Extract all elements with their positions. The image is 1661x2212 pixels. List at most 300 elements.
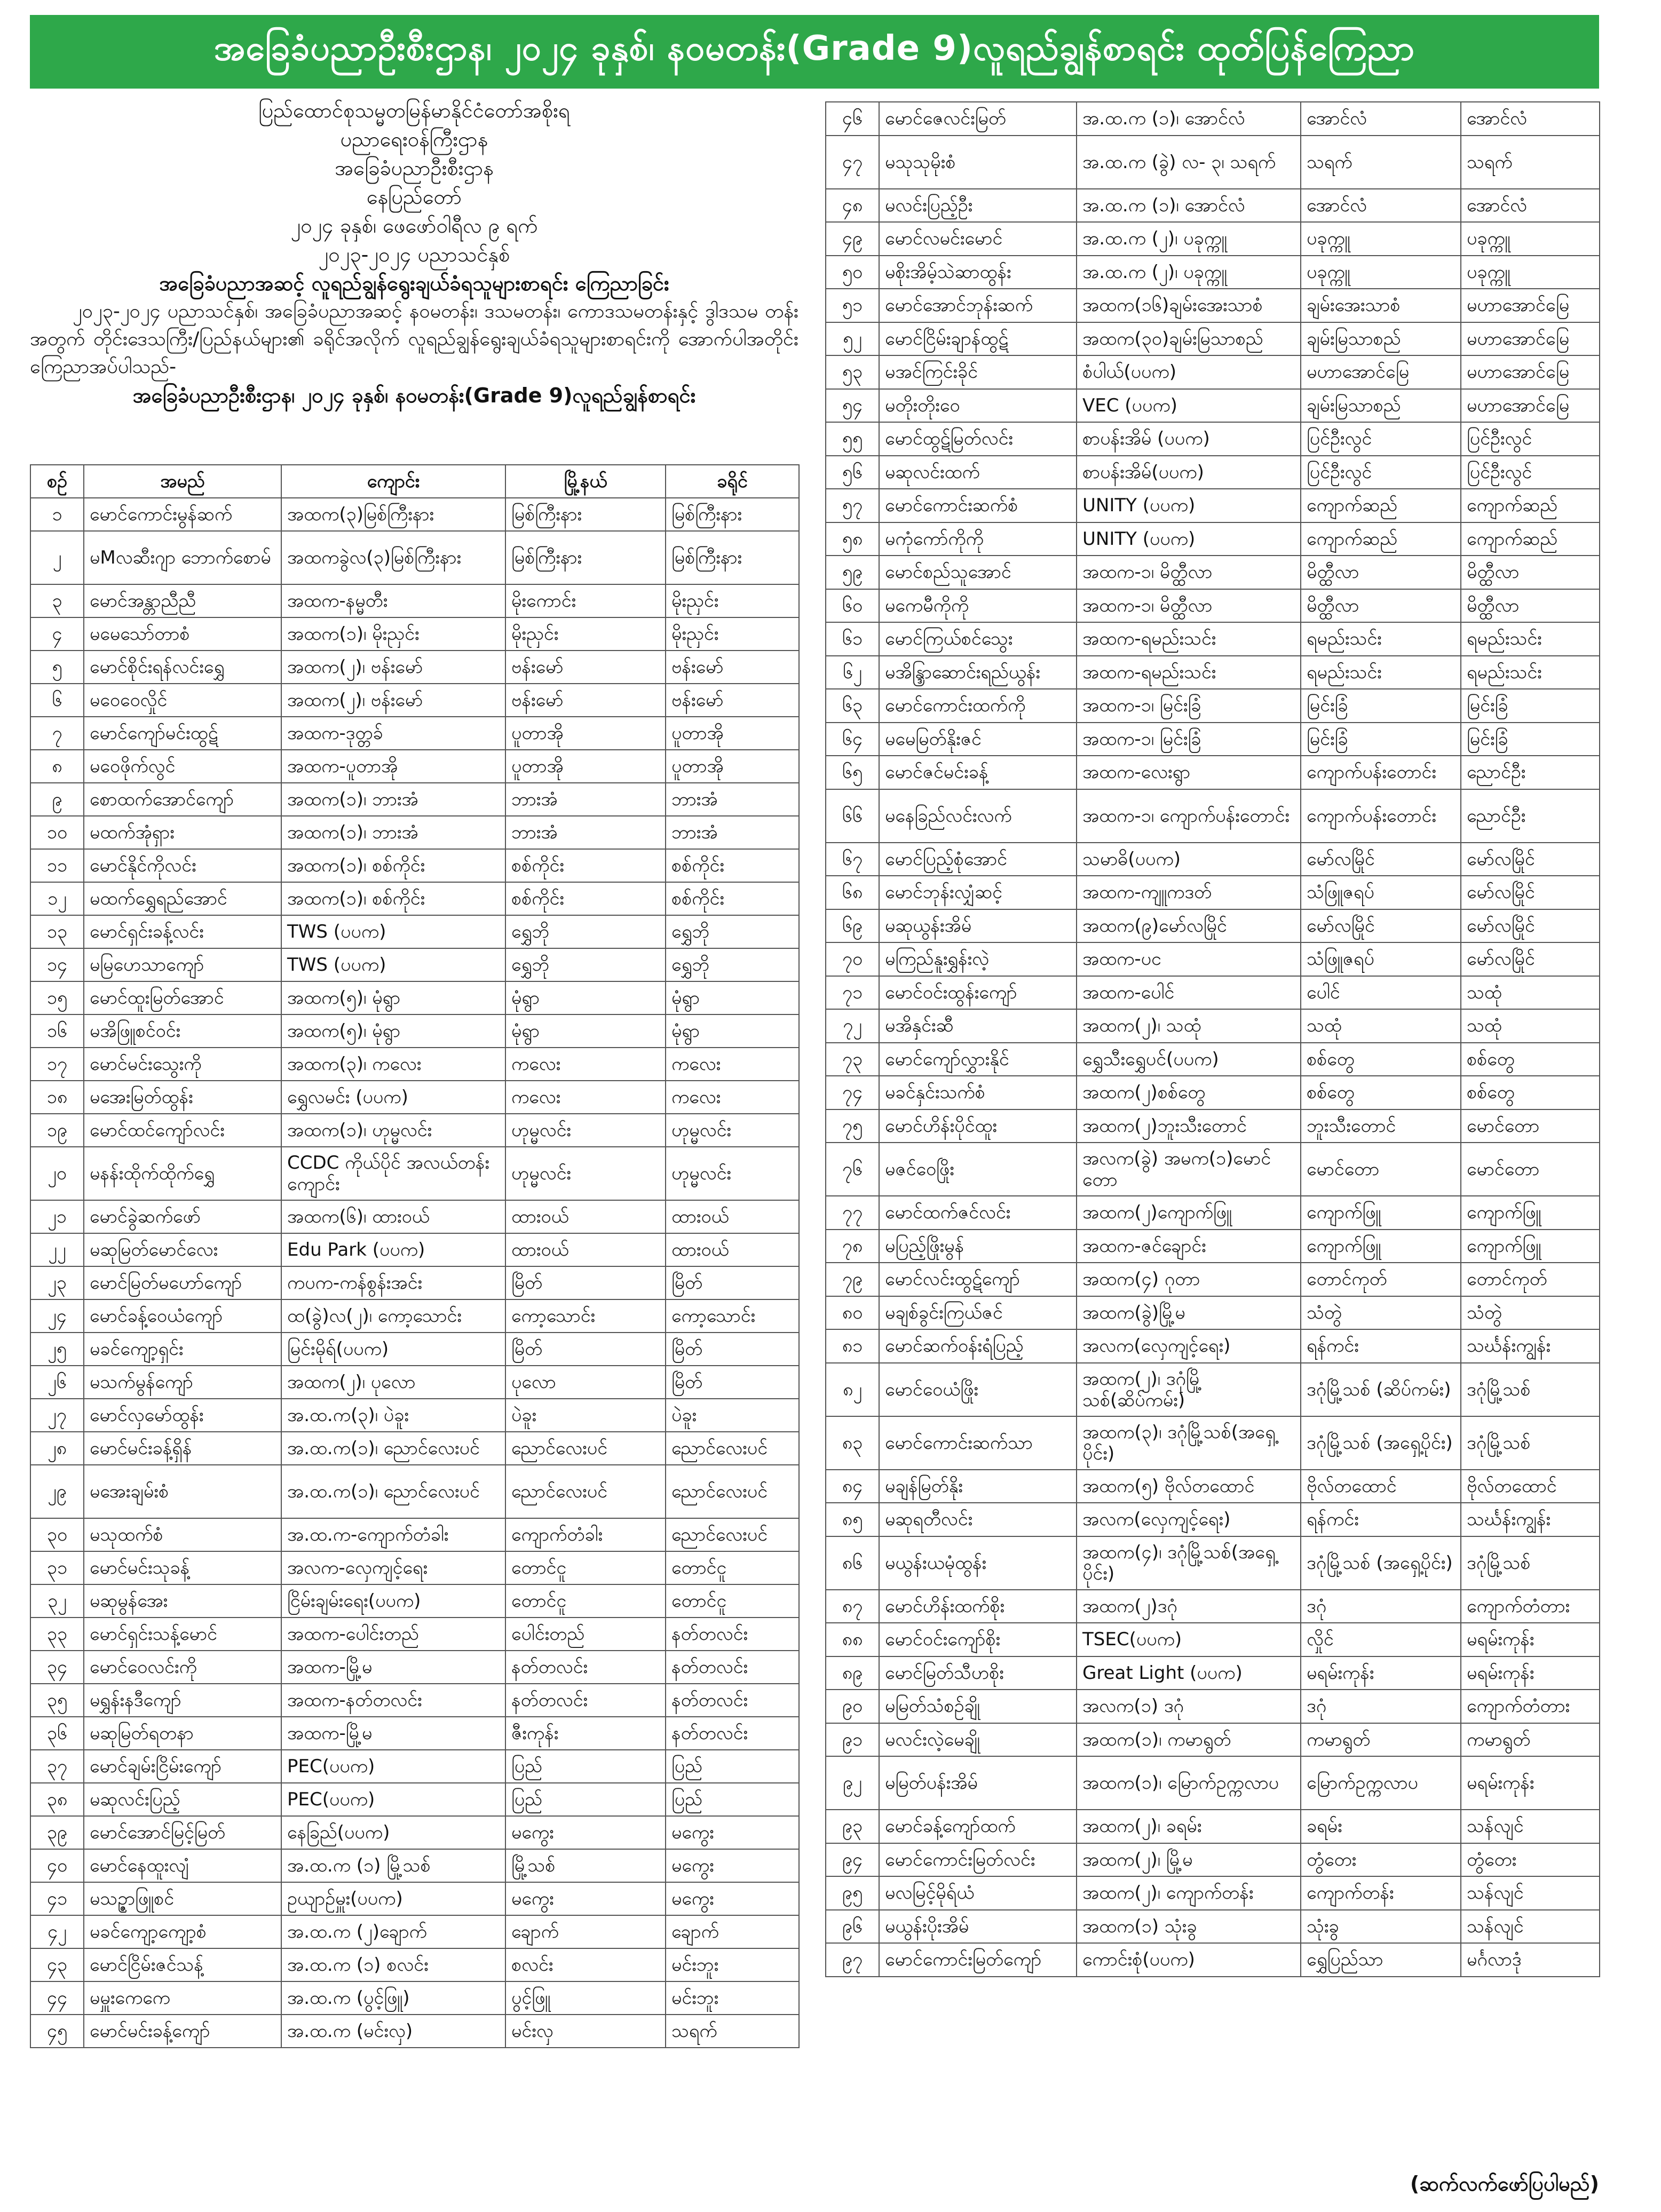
row-no: ၂၄: [30, 1299, 84, 1333]
school-name: အထက(၂)ကျောက်ဖြူ: [1077, 1196, 1301, 1230]
table-row: [30, 1266, 799, 1299]
township: ဇီးကုန်း: [505, 1717, 666, 1750]
row-no: ၈၄: [826, 1470, 879, 1503]
township: ခရမ်း: [1301, 1810, 1461, 1843]
school-name: စာပန်းအိမ် (ပပက): [1077, 422, 1301, 456]
row-no: ၈၁: [826, 1329, 879, 1363]
township: ဗန်းမော်: [505, 684, 666, 717]
township: ပဲခူး: [505, 1399, 666, 1432]
table-row: [30, 498, 799, 531]
district: မိုးညှင်း: [666, 584, 799, 617]
township: ရန်ကင်း: [1301, 1503, 1461, 1536]
student-name: မအေးချမ်းစံ: [84, 1465, 281, 1518]
township: တောင်ငူ: [505, 1551, 666, 1584]
district: မဟာအောင်မြေ: [1461, 289, 1600, 322]
school-name: ရွှေလမင်း (ပပက): [281, 1081, 505, 1114]
table-row: [30, 1882, 799, 1915]
table-row: [826, 1943, 1600, 1977]
student-name: မောင်နိုင်ကိုလင်း: [84, 849, 281, 882]
table-row: [826, 136, 1600, 189]
district: မောင်တော: [1461, 1143, 1600, 1196]
academic-year-line: ၂၀၂၃-၂၀၂၄ ပညာသင်နှစ်: [318, 243, 510, 266]
district: ကျောက်ဖြူ: [1461, 1196, 1600, 1230]
row-no: ၁၄: [30, 948, 84, 981]
table-row: [30, 684, 799, 717]
row-no: ၃၃: [30, 1618, 84, 1651]
row-no: ၄၉: [826, 222, 879, 256]
district: မိတ္ထီလာ: [1461, 556, 1600, 589]
district: မြိတ်: [666, 1333, 799, 1366]
table-row: [826, 1143, 1600, 1196]
school-name: အထက(၂)၊ သထုံ: [1077, 1009, 1301, 1043]
student-name: မဆုရတီလင်း: [879, 1503, 1077, 1536]
student-name: မောင်ခန့်ဝေယံကျော်: [84, 1299, 281, 1333]
school-name: အထက(၄)၊ ဒဂုံမြို့သစ်(အရှေ့ပိုင်း): [1077, 1536, 1301, 1590]
school-name: အထက(၁)၊ မိုးညှင်း: [281, 617, 505, 651]
table-row: [30, 1618, 799, 1651]
school-name: အထက-၁၊ မိတ္ထီလာ: [1077, 556, 1301, 589]
township: ပေါင်: [1301, 976, 1461, 1010]
row-no: ၃၉: [30, 1816, 84, 1849]
school-name: မြင်းမိုရ်(ပပက): [281, 1333, 505, 1366]
student-name: မရွှန်းနဒီကျော်: [84, 1684, 281, 1717]
township: အောင်လံ: [1301, 102, 1461, 136]
student-name: မမြတ်သံစဉ်ချို: [879, 1690, 1077, 1723]
student-name: မောင်စိုင်းရန်လင်းရွှေ: [84, 651, 281, 684]
row-no: ၂၀: [30, 1147, 84, 1200]
district: ပခုက္ကူ: [1461, 256, 1600, 289]
township: မြောက်ဥက္ကလာပ: [1301, 1756, 1461, 1810]
table-row: [826, 1230, 1600, 1263]
table-row: [30, 1399, 799, 1432]
table-row: [826, 789, 1600, 843]
row-no: ၁၆: [30, 1014, 84, 1048]
school-name: နေခြည်(ပပက): [281, 1816, 505, 1849]
table-row: [30, 1465, 799, 1518]
district: ဟုမ္မလင်း: [666, 1114, 799, 1147]
row-no: ၈၀: [826, 1296, 879, 1330]
header-school: ကျောင်း: [281, 465, 505, 498]
table-row: [826, 689, 1600, 723]
school-name: ငြိမ်းချမ်းရေး(ပပက): [281, 1584, 505, 1618]
school-name: အထက(၂)၊ ဗန်းမော်: [281, 684, 505, 717]
row-no: ၁၅: [30, 981, 84, 1014]
table-row: [826, 1329, 1600, 1363]
school-name: အ.ထ.က-ကျောက်တံခါး: [281, 1518, 505, 1551]
township: ပွင့်ဖြူ: [505, 1981, 666, 2015]
table-row: [826, 1470, 1600, 1503]
district: နတ်တလင်း: [666, 1684, 799, 1717]
township: မြိတ်: [505, 1266, 666, 1299]
student-name: မောင်မင်းခန့်ကျော်: [84, 2015, 281, 2048]
school-name: အထက(၂)၊ ဒဂုံမြို့သစ်(ဆိပ်ကမ်း): [1077, 1363, 1301, 1416]
student-name: မောင်ဝင်းထွန်းကျော်: [879, 976, 1077, 1010]
district: ပခုက္ကူ: [1461, 222, 1600, 256]
student-name: မောင်လှမော်ထွန်း: [84, 1399, 281, 1432]
table-row: [30, 1651, 799, 1684]
student-name: မဆုမွန်အေး: [84, 1584, 281, 1618]
row-no: ၈၈: [826, 1623, 879, 1656]
row-no: ၈၂: [826, 1363, 879, 1416]
school-name: အ.ထ.က (၂)၊ ပခုက္ကူ: [1077, 256, 1301, 289]
student-name: မကုံကော်ကိုကို: [879, 522, 1077, 556]
header-district: ခရိုင်: [666, 465, 799, 498]
table-row: [826, 522, 1600, 556]
row-no: ၅: [30, 651, 84, 684]
district: ပြည်: [666, 1783, 799, 1816]
row-no: ၈၇: [826, 1590, 879, 1623]
township: မြင်းခြံ: [1301, 723, 1461, 756]
township: စစ်တွေ: [1301, 1076, 1461, 1109]
school-name: အထက(၁)၊ မြောက်ဥက္ကလာပ: [1077, 1756, 1301, 1810]
district: ဗန်းမော်: [666, 684, 799, 717]
township: ပြင်ဦးလွင်: [1301, 422, 1461, 456]
school-name: ထ(ခွဲ)လ(၂)၊ ကော့သောင်း: [281, 1299, 505, 1333]
district: မြိတ်: [666, 1266, 799, 1299]
table-row: [826, 256, 1600, 289]
table-row: [826, 1296, 1600, 1330]
table-row: [30, 584, 799, 617]
school-name: အ.ထ.က (၁)၊ အောင်လံ: [1077, 189, 1301, 223]
township: ဗန်းမော်: [505, 651, 666, 684]
township: မဟာအောင်မြေ: [1301, 355, 1461, 389]
student-name: မချစ်ခွင်းကြယ်ဇင်: [879, 1296, 1077, 1330]
row-no: ၆၆: [826, 789, 879, 843]
township: တောင်ကုတ်: [1301, 1263, 1461, 1296]
school-name: အလက(လှေကျင့်ရေး): [1077, 1329, 1301, 1363]
table-row: [30, 1333, 799, 1366]
township: ကျောက်တန်း: [1301, 1876, 1461, 1910]
school-name: အထက-၁၊ မြင်းခြံ: [1077, 689, 1301, 723]
table-row: [826, 289, 1600, 322]
student-name: မMလဆီးဂျာ ဘောက်စောမ်: [84, 531, 281, 584]
district: သန်လျင်: [1461, 1810, 1600, 1843]
township: ရွှေဘို: [505, 948, 666, 981]
student-name: မမြဟေသာကျော်: [84, 948, 281, 981]
district: ပူတာအို: [666, 750, 799, 783]
district: သရက်: [1461, 136, 1600, 189]
township: အောင်လံ: [1301, 189, 1461, 223]
table-row: [826, 876, 1600, 909]
district: မင်းဘူး: [666, 1948, 799, 1981]
township: ပြင်ဦးလွင်: [1301, 456, 1461, 489]
school-name: အထက-ရမည်းသင်း: [1077, 656, 1301, 689]
school-name: ကပက-ကန်စွန်းအင်း: [281, 1266, 505, 1299]
table-row: [826, 1843, 1600, 1877]
district: မုံရွာ: [666, 981, 799, 1014]
table-row: [30, 783, 799, 816]
school-name: အ.ထ.က (၂)၊ ပခုက္ကူ: [1077, 222, 1301, 256]
township: ရန်ကင်း: [1301, 1329, 1461, 1363]
row-no: ၉၂: [826, 1756, 879, 1810]
school-name: အထက(၂)ဒဂုံ: [1077, 1590, 1301, 1623]
table-row: [826, 1756, 1600, 1810]
district: ဒဂုံမြို့သစ်: [1461, 1536, 1600, 1590]
student-name: မောင်မြတ်သီဟစိုး: [879, 1656, 1077, 1690]
township: သုံးခွ: [1301, 1910, 1461, 1944]
row-no: ၁၇: [30, 1048, 84, 1081]
student-name: မောင်လမင်းမောင်: [879, 222, 1077, 256]
student-name: မောင်ထွဋ်မြတ်လင်း: [879, 422, 1077, 456]
school-name: အထက(၁) သုံးခွ: [1077, 1910, 1301, 1944]
row-no: ၉၆: [826, 1910, 879, 1944]
school-name: အထက(၃)၊ ကလေး: [281, 1048, 505, 1081]
table-row: [30, 1915, 799, 1948]
township: မြို့သစ်: [505, 1849, 666, 1882]
row-no: ၄၀: [30, 1849, 84, 1882]
township: ကမာရွတ်: [1301, 1723, 1461, 1757]
row-no: ၇၈: [826, 1230, 879, 1263]
student-name: မောင်ပြည့်စုံအောင်: [879, 843, 1077, 876]
student-name: မောင်ခန့်ကျော်ထက်: [879, 1810, 1077, 1843]
student-name: မဆုလင်းထက်: [879, 456, 1077, 489]
school-name: VEC (ပပက): [1077, 389, 1301, 423]
school-name: အလက(၁) ဒဂုံ: [1077, 1690, 1301, 1723]
school-name: အထက-ဒုတ္တခ်: [281, 717, 505, 750]
school-name: စာပန်းအိမ်(ပပက): [1077, 456, 1301, 489]
table-row: [30, 1233, 799, 1266]
township: စစ်ကိုင်း: [505, 849, 666, 882]
row-no: ၈၉: [826, 1656, 879, 1690]
township: ဘူးသီးတောင်: [1301, 1109, 1461, 1143]
district: စစ်ကိုင်း: [666, 849, 799, 882]
row-no: ၄၅: [30, 2015, 84, 2048]
township: ကျောက်ဖြူ: [1301, 1196, 1461, 1230]
table-row: [30, 531, 799, 584]
township: ပခုက္ကူ: [1301, 222, 1461, 256]
township: ဒဂုံမြို့သစ် (အရှေ့ပိုင်း): [1301, 1416, 1461, 1470]
student-name: မောင်ကောင်းမွန်ဆက်: [84, 498, 281, 531]
district: မော်လမြိုင်: [1461, 876, 1600, 909]
table-row: [826, 1623, 1600, 1656]
row-no: ၁၃: [30, 915, 84, 948]
row-no: ၃: [30, 584, 84, 617]
student-name: မောင်ဆက်ဝန်းရံပြည့်: [879, 1329, 1077, 1363]
township: ပူတာအို: [505, 717, 666, 750]
district: မရမ်းကုန်း: [1461, 1756, 1600, 1810]
row-no: ၄၄: [30, 1981, 84, 2015]
row-no: ၅၅: [826, 422, 879, 456]
school-name: အထက-ပေါင်းတည်: [281, 1618, 505, 1651]
row-no: ၉၅: [826, 1876, 879, 1910]
table-row: [826, 355, 1600, 389]
student-name: မထက်ရွှေရည်အောင်: [84, 882, 281, 915]
row-no: ၅၂: [826, 322, 879, 356]
school-name: အထက(၂)စစ်တွေ: [1077, 1076, 1301, 1109]
government-line: ပြည်ထောင်စုသမ္မတမြန်မာနိုင်ငံတော်အစိုးရ: [258, 99, 570, 122]
row-no: ၇၇: [826, 1196, 879, 1230]
school-name: အထက-ဇင်ချောင်း: [1077, 1230, 1301, 1263]
table-row: [30, 617, 799, 651]
table-row: [30, 948, 799, 981]
table-row: [30, 1147, 799, 1200]
row-no: ၈၆: [826, 1536, 879, 1590]
table-row: [826, 1690, 1600, 1723]
table-row: [30, 1048, 799, 1081]
row-no: ၄: [30, 617, 84, 651]
township: ပခုက္ကူ: [1301, 256, 1461, 289]
student-name: မနေခြည်လင်းလက်: [879, 789, 1077, 843]
township: စစ်ကိုင်း: [505, 882, 666, 915]
township: ချမ်းအေးသာစံ: [1301, 289, 1461, 322]
row-no: ၆: [30, 684, 84, 717]
school-name: အထက-နတ်တလင်း: [281, 1684, 505, 1717]
row-no: ၅၆: [826, 456, 879, 489]
school-name: အထက(၁)၊ ဘားအံ: [281, 816, 505, 849]
table-row: [826, 756, 1600, 789]
row-no: ၅၈: [826, 522, 879, 556]
row-no: ၂၇: [30, 1399, 84, 1432]
school-name: အ.ထ.က (ပွင့်ဖြူ): [281, 1981, 505, 2015]
school-name: အ.ထ.က (၁) မြို့သစ်: [281, 1849, 505, 1882]
school-name: အထက(၉)မော်လမြိုင်: [1077, 909, 1301, 943]
school-name: အထက-နမ္မတီး: [281, 584, 505, 617]
table-row: [30, 981, 799, 1014]
student-name: မောင်ခွဲဆက်ဖော်: [84, 1200, 281, 1233]
school-name: အထက-လေးရွာ: [1077, 756, 1301, 789]
school-name: အထက(၂)၊ ကျောက်တန်း: [1077, 1876, 1301, 1910]
student-name: မပြည့်ဖြိုးမွန်: [879, 1230, 1077, 1263]
student-name: စောထက်အောင်ကျော်: [84, 783, 281, 816]
row-no: ၉၀: [826, 1690, 879, 1723]
district: ညောင်လေးပင်: [666, 1432, 799, 1465]
table-row: [826, 1503, 1600, 1536]
announcement-header: [30, 96, 798, 410]
student-name: မအိန္ဒြာဆောင်းရည်ယွန်း: [879, 656, 1077, 689]
student-name: မဆုမြတ်ရတနာ: [84, 1717, 281, 1750]
school-name: အလက(လှေကျင့်ရေး): [1077, 1503, 1301, 1536]
row-no: ၂၉: [30, 1465, 84, 1518]
district: နတ်တလင်း: [666, 1651, 799, 1684]
row-no: ၂၈: [30, 1432, 84, 1465]
school-name: အထက-ရမည်းသင်း: [1077, 622, 1301, 656]
school-name: အထက-ပူတာအို: [281, 750, 505, 783]
school-name: အထက(၁)၊ ဘားအံ: [281, 783, 505, 816]
row-no: ၁၉: [30, 1114, 84, 1147]
township: ပုလော: [505, 1366, 666, 1399]
school-name: အထက-ပင: [1077, 942, 1301, 976]
township: ဟုမ္မလင်း: [505, 1114, 666, 1147]
district: ဘားအံ: [666, 816, 799, 849]
table-row: [30, 849, 799, 882]
student-name: မလင်းပြည့်ဦး: [879, 189, 1077, 223]
student-name: မမေသော်တာစံ: [84, 617, 281, 651]
table-row: [30, 1750, 799, 1783]
school-name: အထက-၁၊ ကျောက်ပန်းတောင်း: [1077, 789, 1301, 843]
district: မော်လမြိုင်: [1461, 942, 1600, 976]
township: ပူတာအို: [505, 750, 666, 783]
student-name: မသုထက်စံ: [84, 1518, 281, 1551]
school-name: UNITY (ပပက): [1077, 489, 1301, 522]
row-no: ၃၄: [30, 1651, 84, 1684]
row-no: ၇၃: [826, 1043, 879, 1076]
school-name: အထက-၁၊ မိတ္ထီလာ: [1077, 589, 1301, 623]
district: မောင်တော: [1461, 1109, 1600, 1143]
table-row: [826, 1723, 1600, 1757]
township: မကွေး: [505, 1882, 666, 1915]
township: ဟုမ္မလင်း: [505, 1147, 666, 1200]
student-name: မတိုးတိုးဝေ: [879, 389, 1077, 423]
student-name: မောင်စည်သူအောင်: [879, 556, 1077, 589]
district: ထားဝယ်: [666, 1200, 799, 1233]
row-no: ၇၀: [826, 942, 879, 976]
row-no: ၃၈: [30, 1783, 84, 1816]
student-name: မခင်ကျော့ရှင်း: [84, 1333, 281, 1366]
table-row: [826, 389, 1600, 423]
student-name: မောင်ကောင်းထက်ကို: [879, 689, 1077, 723]
student-name: မမြတ်ပန်းအိမ်: [879, 1756, 1077, 1810]
student-name: မောင်ငြိမ်းဇင်သန့်: [84, 1948, 281, 1981]
student-name: မောင်ကောင်းဆက်သာ: [879, 1416, 1077, 1470]
district: အောင်လံ: [1461, 102, 1600, 136]
district: ညောင်လေးပင်: [666, 1465, 799, 1518]
list-title: အခြေခံပညာဦးစီးဌာန၊ ၂၀၂၄ ခုနှစ်၊ န၀မတန်း(Grade 9)လူရည်ချွန်စာရင်း: [132, 384, 696, 407]
district: ဘားအံ: [666, 783, 799, 816]
student-name: မောင်ဝေယံဖြိုး: [879, 1363, 1077, 1416]
student-name: မောင်ကောင်းမြတ်လင်း: [879, 1843, 1077, 1877]
township: ကျောက်တံခါး: [505, 1518, 666, 1551]
table-row: [826, 322, 1600, 356]
district: မြင်းခြံ: [1461, 689, 1600, 723]
school-name: အထက(၂)၊ ခရမ်း: [1077, 1810, 1301, 1843]
district: သံတွဲ: [1461, 1296, 1600, 1330]
school-name: အထက(၁)၊ ဟုမ္မလင်း: [281, 1114, 505, 1147]
row-no: ၇၁: [826, 976, 879, 1010]
honor-list-table-left: [30, 464, 800, 2048]
student-name: မဆုယွန်းအိမ်: [879, 909, 1077, 943]
district: ပြည်: [666, 1750, 799, 1783]
district: မိတ္ထီလာ: [1461, 589, 1600, 623]
table-row: [826, 1910, 1600, 1944]
township: မော်လမြိုင်: [1301, 909, 1461, 943]
district: မဟာအောင်မြေ: [1461, 355, 1600, 389]
township: မင်းလှ: [505, 2015, 666, 2048]
row-no: ၃၁: [30, 1551, 84, 1584]
table-row: [30, 1948, 799, 1981]
table-row: [826, 1590, 1600, 1623]
student-name: မောင်ကျော်မင်းထွဋ်: [84, 717, 281, 750]
school-name: အထက(၂)၊ ပုလော: [281, 1366, 505, 1399]
district: မော်လမြိုင်: [1461, 909, 1600, 943]
district: မိုးညှင်း: [666, 617, 799, 651]
district: ကျောက်တံတား: [1461, 1690, 1600, 1723]
row-no: ၃၀: [30, 1518, 84, 1551]
district: သန်လျင်: [1461, 1910, 1600, 1944]
district: ကျောက်ဖြူ: [1461, 1230, 1600, 1263]
school-name: အထက(၁၆)ချမ်းအေးသာစံ: [1077, 289, 1301, 322]
district: မဟာအောင်မြေ: [1461, 389, 1600, 423]
student-name: မချန်မြတ်နိုး: [879, 1470, 1077, 1503]
student-name: မမေမြတ်နိုးဇင်: [879, 723, 1077, 756]
student-name: မောင်ဟိန်းပိုင်ထူး: [879, 1109, 1077, 1143]
district: မင်းဘူး: [666, 1981, 799, 2015]
township: ဗိုလ်တထောင်: [1301, 1470, 1461, 1503]
district: သရက်: [666, 2015, 799, 2048]
school-name: TWS (ပပက): [281, 915, 505, 948]
district: မဟာအောင်မြေ: [1461, 322, 1600, 356]
district: ကျောက်ဆည်: [1461, 489, 1600, 522]
table-row: [826, 1009, 1600, 1043]
township: ဘားအံ: [505, 783, 666, 816]
table-row: [30, 1299, 799, 1333]
district: စစ်တွေ: [1461, 1043, 1600, 1076]
township: မကွေး: [505, 1816, 666, 1849]
table-body-left: [30, 498, 799, 2048]
row-no: ၆၁: [826, 622, 879, 656]
table-row: [30, 882, 799, 915]
table-row: [826, 102, 1600, 136]
district: ပြင်ဦးလွင်: [1461, 456, 1600, 489]
